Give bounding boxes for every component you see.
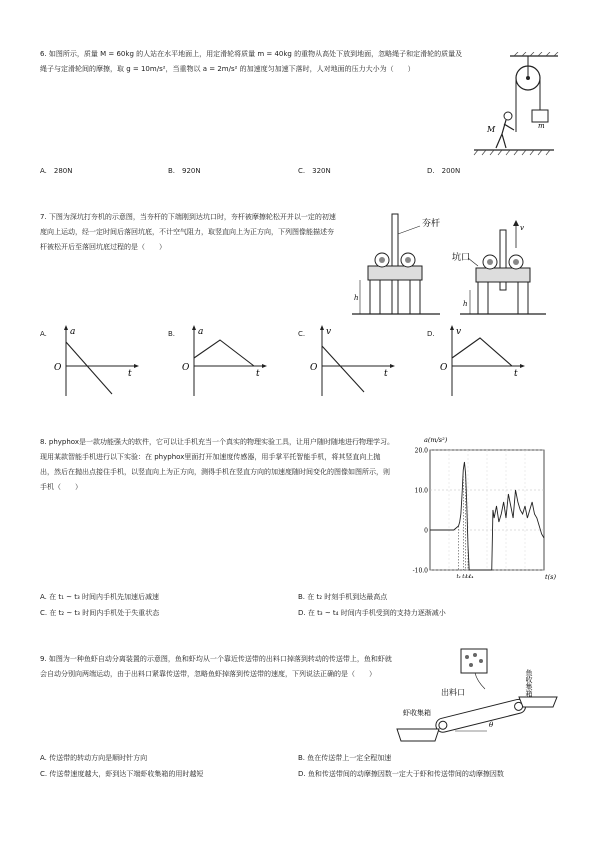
label-h-right: h xyxy=(463,300,468,308)
q7-graph-a[interactable] xyxy=(52,322,142,400)
label-outlet: 出料口 xyxy=(441,688,465,697)
q7-option-d-label[interactable]: D. xyxy=(427,330,435,338)
q8-option-c[interactable]: C. 在 t₂ ~ t₃ 时间内手机处于失重状态 xyxy=(40,609,160,617)
label-theta: θ xyxy=(489,721,494,729)
q6-option-a[interactable]: A. 280N xyxy=(40,167,73,175)
q9-option-a[interactable]: A. 传送带的转动方向是顺时针方向 xyxy=(40,754,148,762)
x-tick-label: t₃ xyxy=(465,574,471,580)
q7-graph-b[interactable] xyxy=(180,322,270,400)
x-axis-label: t(s) xyxy=(545,573,557,581)
label-v: v xyxy=(520,224,524,232)
y-tick-label: -10.0 xyxy=(412,567,428,575)
q8-option-b[interactable]: B. 在 t₂ 时刻手机到达最高点 xyxy=(298,593,388,601)
label-small-m: m xyxy=(538,122,545,130)
q7a-axis-x: t xyxy=(128,369,132,379)
q6-option-d[interactable]: D. 200N xyxy=(427,167,461,175)
q8-option-a[interactable]: A. 在 t₁ ~ t₃ 时间内手机先加速后减速 xyxy=(40,593,159,601)
q7b-axis-y: a xyxy=(198,327,204,337)
y-tick-label: 20.0 xyxy=(414,447,428,455)
q6-option-c[interactable]: C. 320N xyxy=(298,167,331,175)
q7-option-a-label[interactable]: A. xyxy=(40,330,47,338)
q9-option-c[interactable]: C. 传送带速度越大，虾到达下端虾收集箱的用时越短 xyxy=(40,770,204,778)
question-8-text: 8. phyphox是一款功能强大的软件，它可以让手机充当一个真实的物理实验工具，让用户随时随地进行物理学习。现用某款智能手机进行以下实验：在 phyphox里面打开加速度传感器，用手掌平托智能手机，将其竖直向上抛出，然后在抛出点接住手机，以竖直向上为正方向，测得手机在竖直方向的加速度随时间变化的图像如图所示，则手机（ ） xyxy=(40,438,395,491)
label-rod: 夯杆 xyxy=(422,219,441,229)
q7-graph-d[interactable] xyxy=(438,322,528,400)
y-tick-label: 0 xyxy=(424,527,428,535)
x-tick-label: t₂ xyxy=(462,574,467,580)
x-tick-label: t₁ xyxy=(456,574,461,580)
q7a-origin: O xyxy=(54,363,62,373)
label-h-left: h xyxy=(354,294,359,302)
q9-option-b[interactable]: B. 鱼在传送带上一定全程加速 xyxy=(298,754,392,762)
y-tick-label: 10.0 xyxy=(414,487,428,495)
q7c-axis-x: t xyxy=(384,369,388,379)
label-fish-box: 鱼收集箱 xyxy=(525,669,533,697)
q7d-origin: O xyxy=(440,363,448,373)
x-tick-label: t₄ xyxy=(469,574,474,580)
y-axis-label: a(m/s²) xyxy=(424,436,448,444)
q7c-origin: O xyxy=(310,363,318,373)
q6-option-b[interactable]: B. 920N xyxy=(168,167,201,175)
q7c-axis-y: v xyxy=(326,327,332,337)
tamper-figure xyxy=(350,208,550,318)
q7-option-b-label[interactable]: B. xyxy=(168,330,176,338)
question-9-text: 9. 如图为一种鱼虾自动分离装置的示意图，鱼和虾均从一个靠近传送带的出料口掉落到转动的传送带上，鱼和虾就会自动分别向两端运动，由于出料口紧靠传送带，忽略鱼虾掉落到传送带的速度，下列说法正确的是（ ） xyxy=(40,655,392,678)
q8-option-d[interactable]: D. 在 t₃ ~ t₄ 时间内手机受到的支持力逐渐减小 xyxy=(298,609,446,617)
question-6-text: 6. 如图所示，质量 M = 60kg 的人站在水平地面上，用定滑轮将质量 m = 40kg 的重物从高处下放到地面，忽略绳子和定滑轮的质量及绳子与定滑轮间的摩擦，取 g = 10m/s²，当重物以 a = 2m/s² 的加速度匀加速下落时，人对地面的压力大小为（ ） xyxy=(40,50,463,73)
label-shrimp-box: 虾收集箱 xyxy=(403,709,431,717)
pulley-figure xyxy=(470,52,560,160)
q7b-origin: O xyxy=(182,363,190,373)
fish-shrimp-figure xyxy=(395,645,560,745)
q7-graph-c[interactable] xyxy=(308,322,398,400)
q7d-axis-x: t xyxy=(514,369,518,379)
q7d-axis-y: v xyxy=(456,327,462,337)
label-pit: 坑口 xyxy=(452,253,471,263)
q7a-axis-y: a xyxy=(70,327,76,337)
label-big-m: M xyxy=(487,125,496,134)
question-7-text: 7. 下图为深坑打夯机的示意图，当夯杆的下端刚到达坑口时，夯杆被摩擦轮松开并以一定的初速度向上运动，经一定时间后落回坑底，不计空气阻力，取竖直向上为正方向，下列图像能描述夯杆被松开后至落回坑底过程的是（ ） xyxy=(40,213,336,251)
acceleration-chart xyxy=(398,430,560,585)
q7b-axis-x: t xyxy=(256,369,260,379)
q9-option-d[interactable]: D. 鱼和传送带间的动摩擦因数一定大于虾和传送带间的动摩擦因数 xyxy=(298,770,504,778)
q7-option-c-label[interactable]: C. xyxy=(298,330,306,338)
